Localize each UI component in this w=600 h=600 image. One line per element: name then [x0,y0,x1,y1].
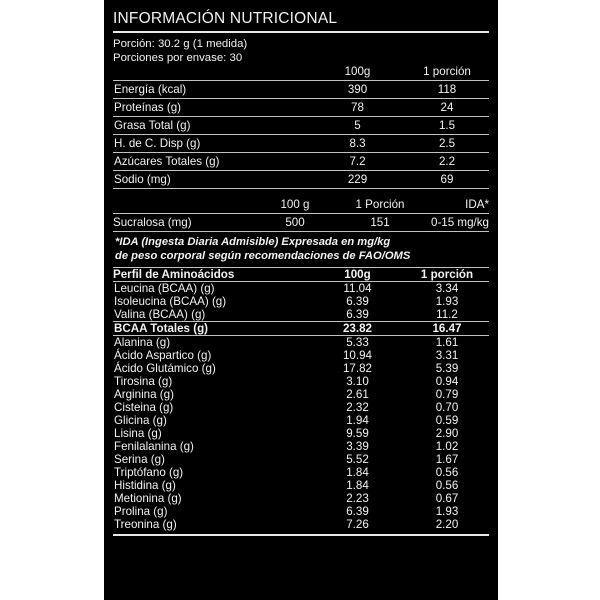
amino-acid-value-100g: 1.94 [346,414,369,427]
nutrient-name: H. de C. Disp (g) [113,135,310,153]
table-row [113,282,489,296]
amino-acid-value-100g: 6.39 [346,505,369,518]
nutrition-header-100g: 100g [344,65,371,79]
sucralose-table [113,198,489,232]
amino-acid-name: Tirosina (g) [114,375,173,388]
amino-acid-name: Isoleucina (BCAA) (g) [114,295,227,308]
amino-acid-name: Triptófano (g) [114,466,184,479]
nutrient-value-100g: 78 [310,99,405,117]
ida-footnote [113,232,489,267]
nutrient-name: Sodio (mg) [113,171,310,189]
amino-acid-value-100g: 3.10 [346,375,369,388]
table-row [113,153,489,171]
amino-acid-name: Treonina (g) [114,518,177,531]
sucralose-value-100g: 500 [253,214,337,232]
amino-acid-name: Metionina (g) [114,492,182,505]
serving-info [113,33,489,65]
amino-acid-name: Prolina (g) [114,505,168,518]
table-row [113,308,489,322]
amino-acid-name: Lisina (g) [114,427,162,440]
amino-acid-name: Histidina (g) [114,479,176,492]
table-row [113,349,489,362]
nutrient-name: Azúcares Totales (g) [113,153,310,171]
sucralose-value-portion: 151 [337,214,423,232]
table-row [113,117,489,135]
sucralose-header-row [113,198,489,214]
amino-acid-value-100g: 7.26 [346,518,369,531]
amino-acids-header-100g: 100g [310,268,405,282]
amino-acid-value-100g: 6.39 [346,295,369,308]
amino-acid-value-100g: 1.84 [346,466,369,479]
table-row [113,388,489,401]
amino-acid-name: Fenilalanina (g) [114,440,194,453]
table-row [113,453,489,466]
amino-acid-value-portion: 1.93 [435,505,459,518]
nutrient-value-100g: 8.3 [310,135,405,153]
bcaa-total-value-100g: 23.82 [310,322,405,336]
nutrition-table [113,65,489,189]
ida-footnote-line2: de peso corporal según recomendaciones de FAO/OMS [115,249,411,262]
page-title: INFORMACIÓN NUTRICIONAL [113,10,338,27]
amino-acid-value-100g: 17.82 [342,362,372,375]
amino-acid-name: Serina (g) [114,453,165,466]
label-bottom-divider [113,534,489,536]
amino-acid-value-portion: 0.56 [435,479,459,492]
amino-acid-value-portion: 0.70 [435,401,459,414]
serving-portion: Porción: 30.2 g (1 medida) [113,38,248,50]
amino-acid-value-portion: 2.90 [435,427,459,440]
amino-acid-value-portion: 0.56 [435,466,459,479]
amino-acid-name: Cisteina (g) [114,401,174,414]
nutrient-value-100g: 390 [310,81,405,99]
nutrient-value-100g: 5 [310,117,405,135]
table-row [113,135,489,153]
amino-acid-value-portion: 1.67 [435,453,459,466]
sucralose-header-portion: 1 Porción [355,198,405,212]
table-row [113,492,489,505]
nutrient-name: Grasa Total (g) [113,117,310,135]
amino-acid-name: Valina (BCAA) (g) [114,308,206,321]
amino-acid-value-portion: 3.31 [435,349,459,362]
amino-acid-value-portion: 1.61 [435,336,459,349]
sucralose-name: Sucralosa (mg) [113,214,253,232]
nutrition-header-row [113,65,489,81]
amino-acid-value-portion: 11.2 [436,308,458,321]
amino-acid-value-portion: 1.02 [435,440,459,453]
table-row [113,214,489,232]
amino-acids-section-title: Perfil de Aminoácidos [113,268,310,282]
table-row [113,440,489,453]
table-row [113,362,489,375]
amino-acid-value-100g: 2.23 [346,492,369,505]
amino-acid-value-portion: 2.20 [435,518,459,531]
nutrient-name: Energía (kcal) [113,81,310,99]
amino-acid-value-100g: 9.59 [346,427,369,440]
sucralose-header-ida: IDA* [465,198,489,212]
table-row [113,518,489,531]
amino-acid-value-portion: 0.67 [435,492,459,505]
amino-acid-value-100g: 10.94 [342,349,372,362]
nutrient-value-portion: 1.5 [405,117,489,135]
table-row [113,505,489,518]
nutrient-value-100g: 229 [310,171,405,189]
serving-count: Porciones por envase: 30 [113,51,243,64]
nutrition-label-panel [104,0,498,600]
amino-acid-name: Glicina (g) [114,414,167,427]
nutrition-header-portion: 1 porción [423,65,471,79]
sucralose-value-ida: 0-15 mg/kg [423,214,489,232]
amino-acid-value-100g: 3.39 [346,440,369,453]
table-row [113,99,489,117]
amino-acid-name: Arginina (g) [114,388,174,401]
amino-acid-value-100g: 2.61 [346,388,369,401]
bcaa-total-label: BCAA Totales (g) [113,322,310,336]
amino-acid-name: Ácido Glutámico (g) [114,362,216,375]
table-row [113,81,489,99]
table-row [113,427,489,440]
table-row [113,171,489,189]
bcaa-total-value-portion: 16.47 [405,322,489,336]
amino-acid-value-portion: 5.39 [435,362,459,375]
nutrient-name: Proteínas (g) [113,99,310,117]
amino-acids-header-portion: 1 porción [405,268,489,282]
table-row [113,414,489,427]
amino-acids-header-row [113,268,489,282]
ida-footnote-line1: *IDA (Ingesta Diaria Admisible) Expresada en mg/kg [115,236,391,249]
amino-acids-table [113,267,489,531]
amino-acid-value-portion: 0.94 [435,375,459,388]
amino-acid-name: Leucina (BCAA) (g) [114,282,215,295]
amino-acid-value-100g: 2.32 [346,401,369,414]
nutrient-value-portion: 69 [405,171,489,189]
amino-acid-value-100g: 11.04 [343,282,372,295]
table-row [113,466,489,479]
nutrient-value-portion: 2.2 [405,153,489,171]
amino-acid-name: Alanina (g) [114,336,171,349]
table-row [113,336,489,350]
sucralose-header-100g: 100 g [280,198,310,212]
amino-acid-value-100g: 1.84 [346,479,369,492]
nutrient-value-portion: 118 [405,81,489,99]
amino-acid-value-100g: 6.39 [346,308,369,321]
bcaa-total-row [113,322,489,336]
amino-acid-value-portion: 3.34 [435,282,459,295]
sucralose-header-blank [113,198,253,214]
nutrient-value-100g: 7.2 [310,153,405,171]
table-row [113,295,489,308]
amino-acid-value-portion: 0.79 [435,388,459,401]
nutrition-sucralose-gap [113,189,489,198]
table-row [113,375,489,388]
table-row [113,401,489,414]
nutrient-value-portion: 24 [405,99,489,117]
amino-acid-value-portion: 1.93 [435,295,459,308]
amino-acid-value-portion: 0.59 [435,414,459,427]
amino-acid-name: Ácido Aspartico (g) [114,349,212,362]
table-row [113,479,489,492]
amino-acid-value-100g: 5.52 [346,453,369,466]
nutrition-header-blank [113,65,310,81]
amino-acid-value-100g: 5.33 [346,336,369,349]
nutrient-value-portion: 2.5 [405,135,489,153]
